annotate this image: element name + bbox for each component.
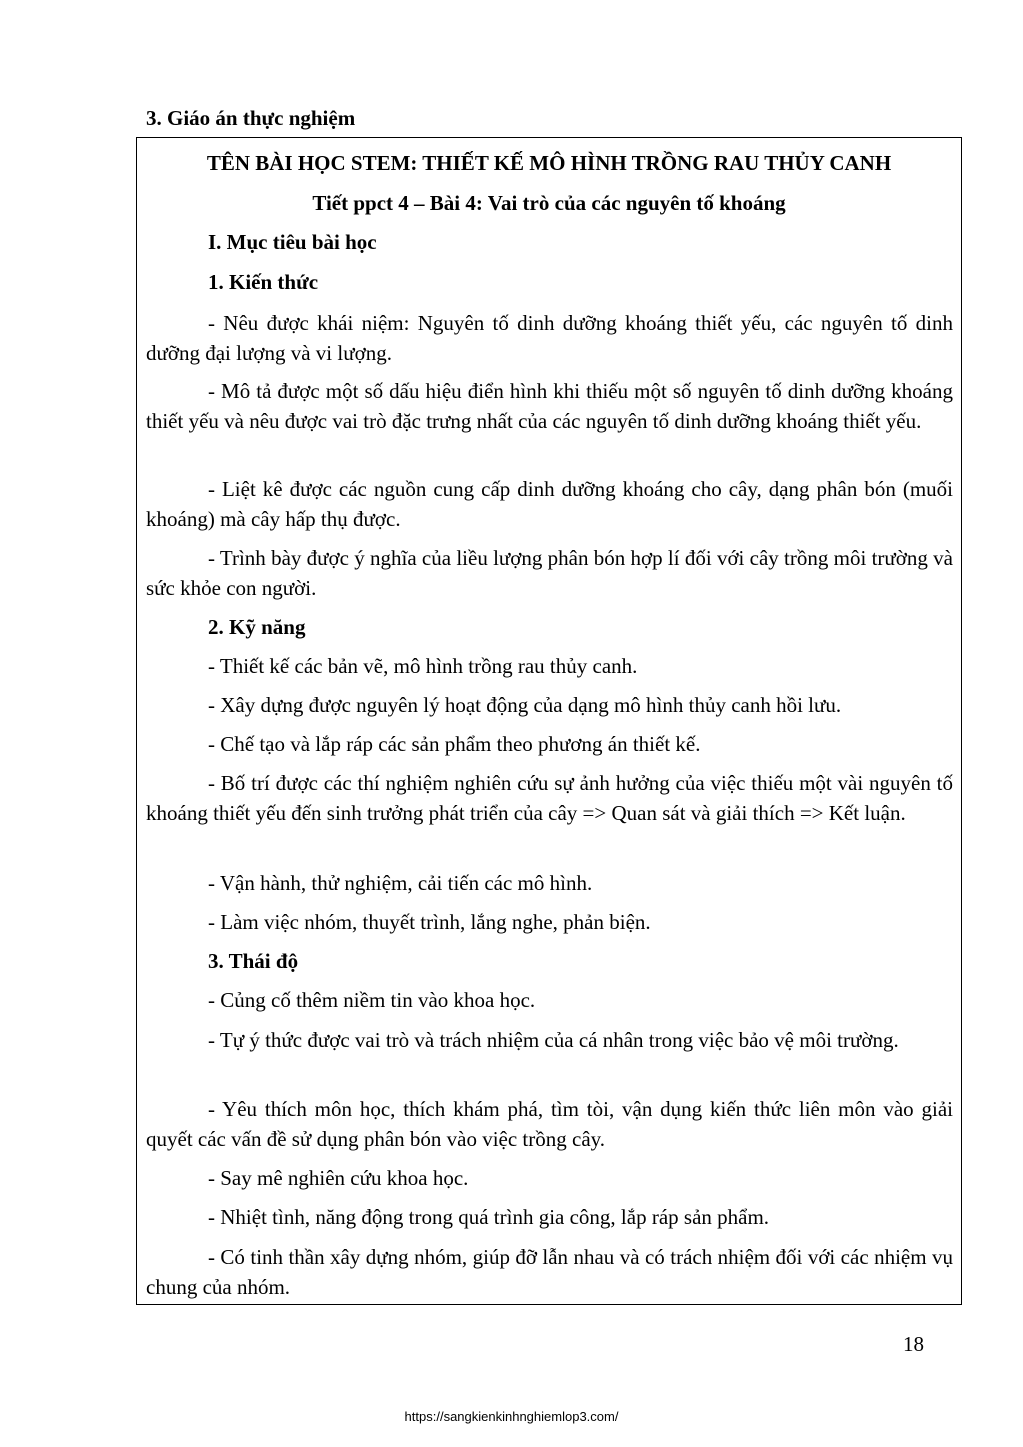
skills-heading: 2. Kỹ năng	[208, 615, 306, 639]
attitude-item: - Yêu thích môn học, thích khám phá, tìm tòi, vận dụng kiến thức liên môn vào giải quyết các vấn đề sử dụng phân bón vào việc trồng cây.	[146, 1097, 953, 1151]
skills-item: - Vận hành, thử nghiệm, cải tiến các mô hình.	[208, 871, 593, 895]
lesson-subtitle: Tiết ppct 4 – Bài 4: Vai trò của các nguyên tố khoáng	[312, 191, 786, 215]
skills-item: - Thiết kế các bản vẽ, mô hình trồng rau thủy canh.	[208, 654, 638, 678]
skills-item: - Làm việc nhóm, thuyết trình, lắng nghe, phản biện.	[208, 910, 651, 934]
lesson-title: TÊN BÀI HỌC STEM: THIẾT KẾ MÔ HÌNH TRỒNG RAU THỦY CANH	[206, 151, 892, 175]
section-heading: 3. Giáo án thực nghiệm	[146, 106, 356, 130]
knowledge-item: - Mô tả được một số dấu hiệu điển hình khi thiếu một số nguyên tố dinh dưỡng khoáng thiết yếu và nêu được vai trò đặc trưng nhất của các nguyên tố dinh dưỡng khoáng thiết yếu.	[146, 379, 953, 433]
attitude-heading: 3. Thái độ	[208, 949, 299, 973]
attitude-item: - Củng cố thêm niềm tin vào khoa học.	[208, 988, 536, 1012]
knowledge-item: - Liệt kê được các nguồn cung cấp dinh dưỡng khoáng cho cây, dạng phân bón (muối khoáng) mà cây hấp thụ được.	[146, 477, 953, 531]
attitude-item: - Có tinh thần xây dựng nhóm, giúp đỡ lẫn nhau và có trách nhiệm đối với các nhiệm vụ chung của nhóm.	[146, 1245, 953, 1299]
objectives-heading: I. Mục tiêu bài học	[208, 230, 377, 254]
skills-item: - Chế tạo và lắp ráp các sản phẩm theo phương án thiết kế.	[208, 732, 701, 756]
page-number: 18	[903, 1332, 924, 1356]
lesson-plan-box	[136, 137, 962, 1305]
knowledge-item: - Nêu được khái niệm: Nguyên tố dinh dưỡng khoáng thiết yếu, các nguyên tố dinh dưỡng đại lượng và vi lượng.	[146, 311, 953, 365]
attitude-item: - Tự ý thức được vai trò và trách nhiệm của cá nhân trong việc bảo vệ môi trường.	[208, 1028, 899, 1052]
attitude-item: - Say mê nghiên cứu khoa học.	[208, 1166, 469, 1190]
knowledge-item: - Trình bày được ý nghĩa của liều lượng phân bón hợp lí đối với cây trồng môi trường và sức khỏe con người.	[146, 546, 953, 600]
knowledge-heading: 1. Kiến thức	[208, 270, 319, 294]
attitude-item: - Nhiệt tình, năng động trong quá trình gia công, lắp ráp sản phẩm.	[208, 1205, 770, 1229]
footer-url: https://sangkienkinhnghiemlop3.com/	[404, 1409, 619, 1424]
skills-item: - Bố trí được các thí nghiệm nghiên cứu sự ảnh hưởng của việc thiếu một vài nguyên tố khoáng thiết yếu đến sinh trưởng phát triển của cây => Quan sát và giải thích => Kết luận.	[146, 771, 953, 825]
skills-item: - Xây dựng được nguyên lý hoạt động của dạng mô hình thủy canh hồi lưu.	[208, 693, 842, 717]
